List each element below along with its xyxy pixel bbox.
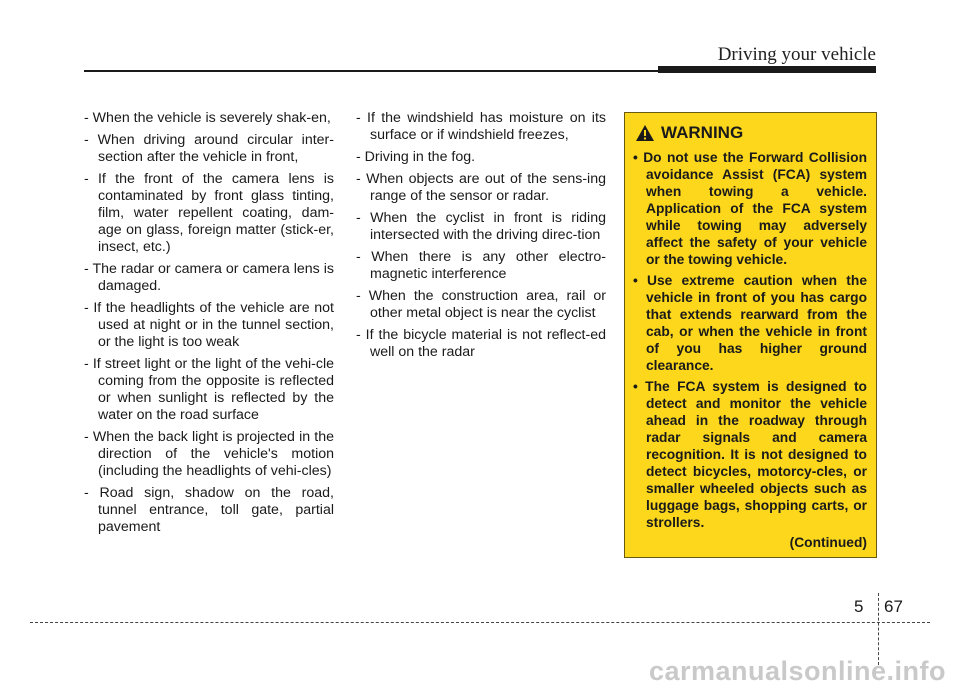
list-item: - When the cyclist in front is riding intersected with the driving direc-tion — [356, 210, 606, 243]
warning-item: • Use extreme caution when the vehicle in front of you has cargo that extends rearward from the cab, or when the vehicle in front of you has higher ground clearance. — [633, 273, 867, 373]
list-item: - When the vehicle is severely shak-en, — [84, 110, 331, 126]
list-item: - If the front of the camera lens is contaminated by front glass tinting, film, water repellent coating, dam-age on glass, foreign matter (stick-er, insect, etc.) — [84, 171, 334, 255]
list-item: - If the bicycle material is not reflect-ed well on the radar — [356, 327, 606, 360]
middle-column — [356, 110, 606, 366]
warning-triangle-icon — [635, 124, 655, 142]
page-number: 67 — [884, 597, 903, 616]
list-item: - When objects are out of the sens-ing range of the sensor or radar. — [356, 171, 606, 204]
warning-header — [635, 123, 867, 143]
list-item: - Driving in the fog. — [356, 149, 476, 165]
warning-item: • The FCA system is designed to detect and monitor the vehicle ahead in the roadway through radar signals and camera recognition. It is not designed to detect bicycles, motorcy-cles, or smaller wheeled objects such as luggage bags, shopping carts, or strollers. — [633, 379, 867, 530]
watermark: carmanualsonline.info — [648, 656, 946, 686]
list-item: - If the headlights of the vehicle are not used at night or in the tunnel section, or the light is too weak — [84, 300, 334, 350]
warning-title: WARNING — [661, 123, 744, 142]
list-item: - When the back light is projected in the direction of the vehicle's motion (including the headlights of vehi-cles) — [84, 429, 334, 479]
list-item: - When the construction area, rail or other metal object is near the cyclist — [356, 288, 606, 321]
chapter-number: 5 — [854, 597, 864, 616]
warning-item: • Do not use the Forward Collision avoidance Assist (FCA) system when towing a vehicle. Application of the FCA system while towing may adversely affect the safety of your vehicle or the towing vehicle. — [633, 150, 867, 267]
list-item: - When there is any other electro-magnetic interference — [356, 249, 606, 282]
list-item: - When driving around circular inter-section after the vehicle in front, — [84, 132, 334, 165]
continued-label: (Continued) — [789, 535, 867, 550]
list-item: - If the windshield has moisture on its surface or if windshield freezes, — [356, 110, 606, 143]
section-title: Driving your vehicle — [717, 44, 876, 65]
list-item: - The radar or camera or camera lens is damaged. — [84, 261, 334, 294]
left-column — [84, 110, 334, 541]
footer-rule — [30, 622, 930, 623]
header-rule-accent — [658, 66, 876, 73]
list-item: - If street light or the light of the vehi-cle coming from the opposite is reflected or when sunlight is reflected by the water on the road surface — [84, 356, 334, 423]
list-item: - Road sign, shadow on the road, tunnel entrance, toll gate, partial pavement — [84, 485, 334, 535]
footer-divider — [878, 593, 879, 665]
warning-box — [624, 112, 877, 558]
